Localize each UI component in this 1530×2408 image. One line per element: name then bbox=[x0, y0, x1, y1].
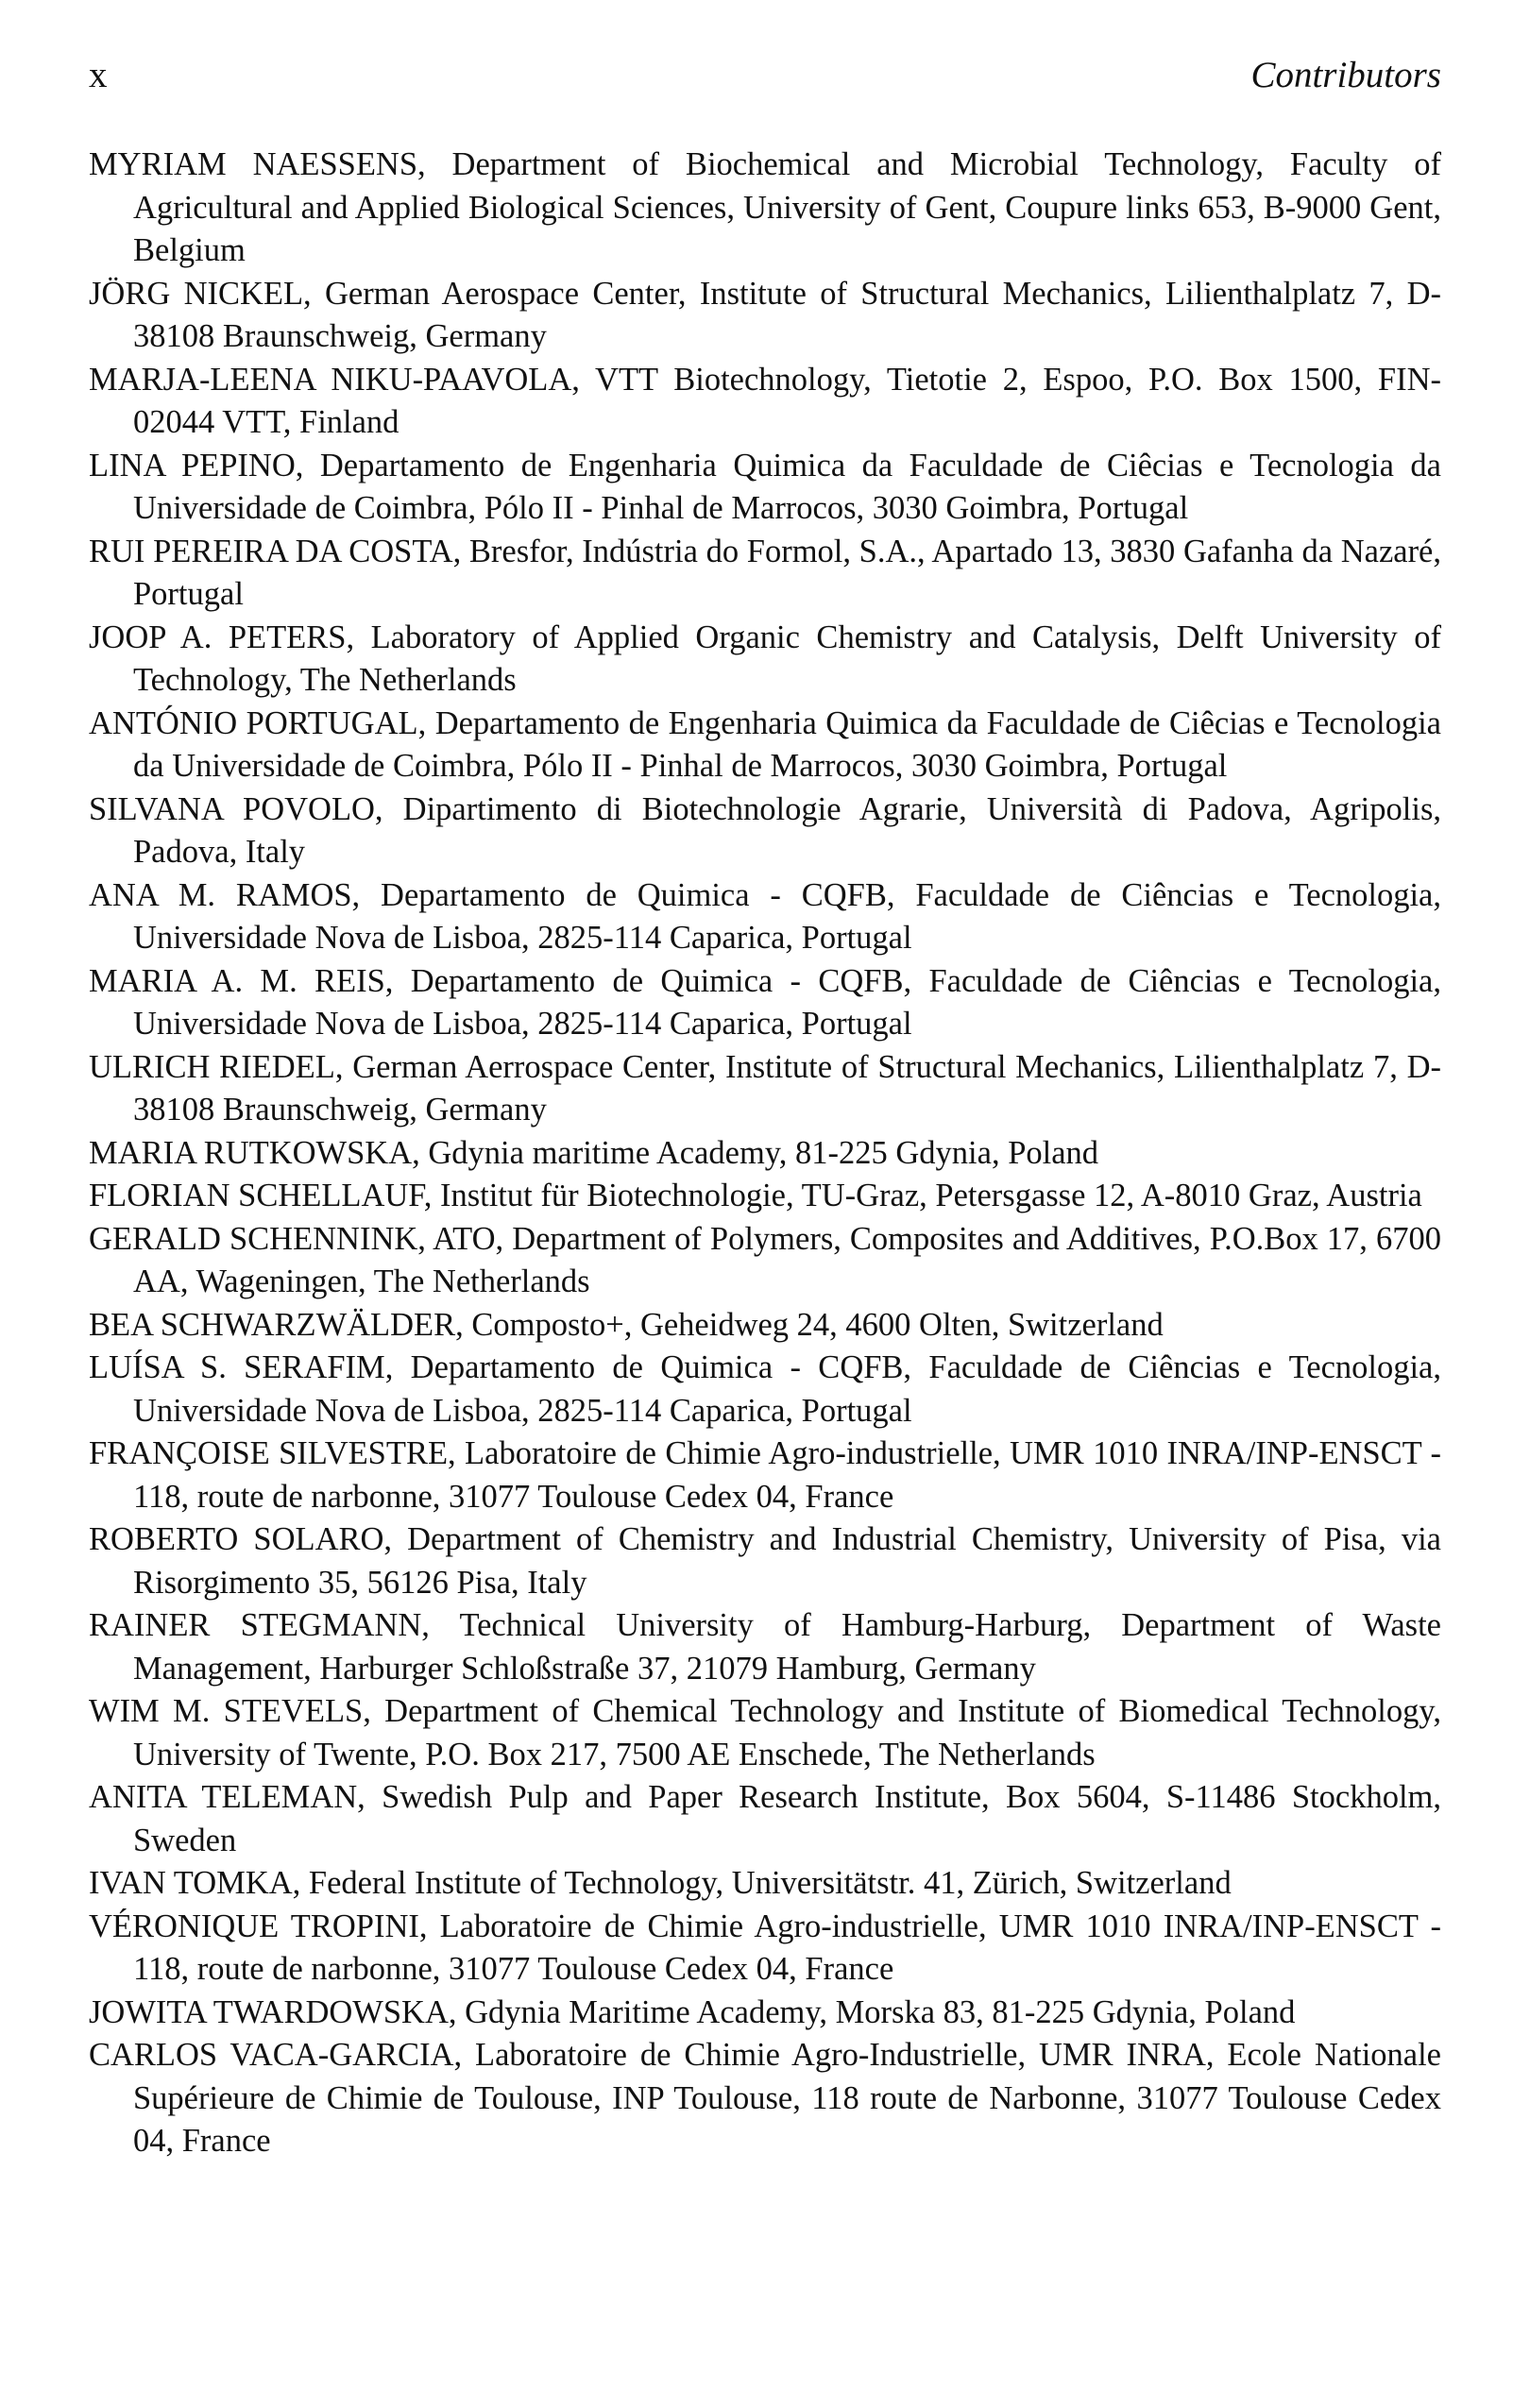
running-title: Contributors bbox=[1250, 55, 1441, 95]
contributor-entry: WIM M. STEVELS, Department of Chemical Technology and Institute of Biomedical Technology, University of Twente, P.O. Box 217, 7500 AE Enschede, The Netherlands bbox=[89, 1693, 1441, 1772]
contributor-entry: GERALD SCHENNINK, ATO, Department of Polymers, Composites and Additives, P.O.Box 17, 6700 AA, Wageningen, The Netherlands bbox=[89, 1220, 1441, 1299]
contributor-entry: MYRIAM NAESSENS, Department of Biochemical and Microbial Technology, Faculty of Agricultural and Applied Biological Sciences, University of Gent, Coupure links 653, B-9000 Gent, Belgium bbox=[89, 146, 1441, 268]
contributor-entry: RUI PEREIRA DA COSTA, Bresfor, Indústria do Formol, S.A., Apartado 13, 3830 Gafanha da Nazaré, Portugal bbox=[89, 533, 1441, 612]
contributor-entry: MARIA A. M. REIS, Departamento de Quimica - CQFB, Faculdade de Ciências e Tecnologia, Universidade Nova de Lisboa, 2825-114 Caparica, Portugal bbox=[89, 962, 1441, 1042]
contributor-entry: SILVANA POVOLO, Dipartimento di Biotechnologie Agrarie, Università di Padova, Agripolis, Padova, Italy bbox=[89, 790, 1441, 870]
contributor-entry: ULRICH RIEDEL, German Aerrospace Center, Institute of Structural Mechanics, Lilienthalplatz 7, D-38108 Braunschweig, Germany bbox=[89, 1048, 1441, 1128]
contributor-entry: FRANÇOISE SILVESTRE, Laboratoire de Chimie Agro-industrielle, UMR 1010 INRA/INP-ENSCT - 118, route de narbonne, 31077 Toulouse Cedex 04, France bbox=[89, 1435, 1441, 1515]
contributor-entry: JÖRG NICKEL, German Aerospace Center, Institute of Structural Mechanics, Lilienthalplatz 7, D-38108 Braunschweig, Germany bbox=[89, 275, 1441, 354]
contributor-entry: MARIA RUTKOWSKA, Gdynia maritime Academy, 81-225 Gdynia, Poland bbox=[89, 1134, 1099, 1171]
contributor-list bbox=[89, 144, 1441, 2163]
contributor-entry: ANITA TELEMAN, Swedish Pulp and Paper Research Institute, Box 5604, S-11486 Stockholm, Sweden bbox=[89, 1779, 1441, 1858]
contributor-entry: LINA PEPINO, Departamento de Engenharia Quimica da Faculdade de Ciêcias e Tecnologia da Universidade de Coimbra, Pólo II - Pinhal de Marrocos, 3030 Goimbra, Portugal bbox=[89, 447, 1441, 526]
contributor-entry: ANTÓNIO PORTUGAL, Departamento de Engenharia Quimica da Faculdade de Ciêcias e Tecnologia da Universidade de Coimbra, Pólo II - Pinhal de Marrocos, 3030 Goimbra, Portugal bbox=[89, 704, 1441, 784]
contributor-entry: VÉRONIQUE TROPINI, Laboratoire de Chimie Agro-industrielle, UMR 1010 INRA/INP-ENSCT - 118, route de narbonne, 31077 Toulouse Cedex 04, France bbox=[89, 1908, 1441, 1987]
contributor-entry: ANA M. RAMOS, Departamento de Quimica - CQFB, Faculdade de Ciências e Tecnologia, Universidade Nova de Lisboa, 2825-114 Caparica, Portugal bbox=[89, 876, 1441, 956]
contributor-entry: MARJA-LEENA NIKU-PAAVOLA, VTT Biotechnology, Tietotie 2, Espoo, P.O. Box 1500, FIN-02044 VTT, Finland bbox=[89, 361, 1441, 440]
contributor-entry: CARLOS VACA-GARCIA, Laboratoire de Chimie Agro-Industrielle, UMR INRA, Ecole Nationale Supérieure de Chimie de Toulouse, INP Toulouse, 118 route de Narbonne, 31077 Toulouse Cedex 04, France bbox=[89, 2037, 1441, 2159]
contributor-entry: RAINER STEGMANN, Technical University of Hamburg-Harburg, Department of Waste Management, Harburger Schloßstraße 37, 21079 Hamburg, Germany bbox=[89, 1607, 1441, 1687]
page-number: x bbox=[89, 55, 108, 95]
contributor-entry: FLORIAN SCHELLAUF, Institut für Biotechnologie, TU-Graz, Petersgasse 12, A-8010 Graz, Austria bbox=[89, 1178, 1422, 1213]
contributor-entry: JOWITA TWARDOWSKA, Gdynia Maritime Academy, Morska 83, 81-225 Gdynia, Poland bbox=[89, 1993, 1296, 2030]
page-header bbox=[89, 47, 1441, 104]
contributor-entry: ROBERTO SOLARO, Department of Chemistry and Industrial Chemistry, University of Pisa, via Risorgimento 35, 56126 Pisa, Italy bbox=[89, 1521, 1441, 1601]
contributor-entry: LUÍSA S. SERAFIM, Departamento de Quimica - CQFB, Faculdade de Ciências e Tecnologia, Universidade Nova de Lisboa, 2825-114 Caparica, Portugal bbox=[89, 1349, 1441, 1429]
contributor-entry: BEA SCHWARZWÄLDER, Composto+, Geheidweg 24, 4600 Olten, Switzerland bbox=[89, 1306, 1164, 1343]
contributor-entry: JOOP A. PETERS, Laboratory of Applied Organic Chemistry and Catalysis, Delft University of Technology, The Netherlands bbox=[89, 619, 1441, 698]
contributor-entry: IVAN TOMKA, Federal Institute of Technology, Universitätstr. 41, Zürich, Switzerland bbox=[89, 1865, 1232, 1901]
